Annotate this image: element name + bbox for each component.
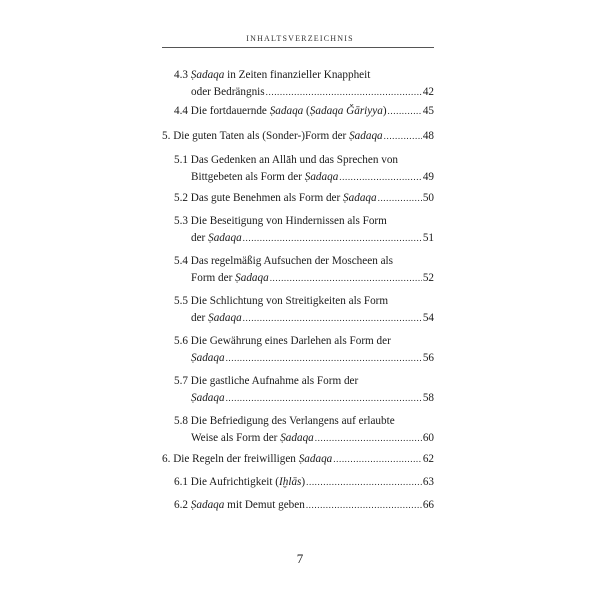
- dot-leader: [339, 169, 422, 186]
- toc-entry-first-line: 4.3 Ṣadaqa in Zeiten finanzieller Knappheit: [174, 69, 371, 81]
- toc-entry-first-line: 5.1 Das Gedenken an Allāh und das Sprechen von: [174, 154, 399, 166]
- toc-entry-text: 6.2 Ṣadaqa mit Demut geben: [174, 499, 305, 511]
- toc-page-number: 52: [422, 272, 434, 284]
- toc-page-number: 60: [422, 432, 434, 444]
- toc-entry-5-7[interactable]: [174, 373, 434, 407]
- dot-leader: [226, 390, 422, 407]
- dot-leader: [378, 190, 422, 207]
- toc-page-number: 56: [422, 352, 434, 364]
- toc-entry-5-5[interactable]: [174, 293, 434, 327]
- toc-page-number: 49: [422, 171, 434, 183]
- toc-page-number: 45: [422, 105, 434, 117]
- dot-leader: [226, 350, 422, 367]
- toc-entry-5-4[interactable]: [174, 253, 434, 287]
- toc-entry-first-line: 5.3 Die Beseitigung von Hindernissen als Form: [174, 215, 387, 227]
- toc-entry-text: der Ṣadaqa: [191, 232, 242, 244]
- dot-leader: [306, 497, 422, 514]
- dot-leader: [266, 84, 422, 101]
- dot-leader: [243, 230, 422, 247]
- toc-entry-5-2[interactable]: [174, 190, 434, 207]
- toc-page-number: 63: [422, 476, 434, 488]
- toc-entry-text: 5.2 Das gute Benehmen als Form der Ṣadaqa: [174, 192, 377, 204]
- dot-leader: [243, 310, 422, 327]
- toc-page-number: 66: [422, 499, 434, 511]
- toc-entry-first-line: 5.8 Die Befriedigung des Verlangens auf erlaubte: [174, 415, 395, 427]
- toc-entry-first-line: 5.5 Die Schlichtung von Streitigkeiten als Form: [174, 295, 389, 307]
- toc-entry-5-8[interactable]: [174, 413, 434, 447]
- toc-entry-text: der Ṣadaqa: [191, 312, 242, 324]
- toc-entry-text: Form der Ṣadaqa: [191, 272, 269, 284]
- dot-leader: [306, 474, 422, 491]
- toc-entry-first-line: 5.7 Die gastliche Aufnahme als Form der: [174, 375, 359, 387]
- toc-entry-4-4[interactable]: [174, 103, 434, 120]
- toc-page-number: 51: [422, 232, 434, 244]
- toc-entry-5-6[interactable]: [174, 333, 434, 367]
- toc-page-number: 54: [422, 312, 434, 324]
- toc-entry-text: Weise als Form der Ṣadaqa: [191, 432, 314, 444]
- toc-entry-first-line: 5.6 Die Gewährung eines Darlehen als Form der: [174, 335, 391, 347]
- dot-leader: [270, 270, 422, 287]
- page-number: 7: [296, 551, 304, 566]
- toc-entry-5[interactable]: [162, 128, 434, 145]
- toc-entry-5-3[interactable]: [174, 213, 434, 247]
- running-header: INHALTSVERZEICHNIS: [246, 34, 354, 43]
- dot-leader: [315, 430, 422, 447]
- toc-entry-6-1[interactable]: [174, 474, 434, 491]
- toc-entry-text: Bittgebeten als Form der Ṣadaqa: [191, 171, 339, 183]
- toc-page-number: 48: [422, 130, 434, 142]
- toc-page-number: 62: [422, 453, 434, 465]
- toc-entry-text: 4.4 Die fortdauernde Ṣadaqa (Ṣadaqa Ǧāriyya): [174, 105, 387, 117]
- toc-entry-6[interactable]: [162, 451, 434, 468]
- dot-leader: [388, 103, 422, 120]
- toc-page-number: 58: [422, 392, 434, 404]
- toc-entry-text: 6.1 Die Aufrichtigkeit (Iḫlās): [174, 476, 306, 488]
- toc-entry-text: 6. Die Regeln der freiwilligen Ṣadaqa: [162, 453, 333, 465]
- toc-page-number: 42: [422, 86, 434, 98]
- toc-entry-6-2[interactable]: [174, 497, 434, 514]
- dot-leader: [333, 451, 422, 468]
- toc-entry-4-3[interactable]: [174, 67, 434, 101]
- toc-entry-text: Ṣadaqa: [191, 392, 225, 404]
- dot-leader: [384, 128, 422, 145]
- toc-page-number: 50: [422, 192, 434, 204]
- toc-entry-text: 5. Die guten Taten als (Sonder-)Form der Ṣadaqa: [162, 130, 383, 142]
- toc-entry-text: oder Bedrängnis: [191, 86, 265, 98]
- toc-entry-first-line: 5.4 Das regelmäßig Aufsuchen der Moscheen als: [174, 255, 394, 267]
- toc-entry-text: Ṣadaqa: [191, 352, 225, 364]
- toc-entry-5-1[interactable]: [174, 152, 434, 186]
